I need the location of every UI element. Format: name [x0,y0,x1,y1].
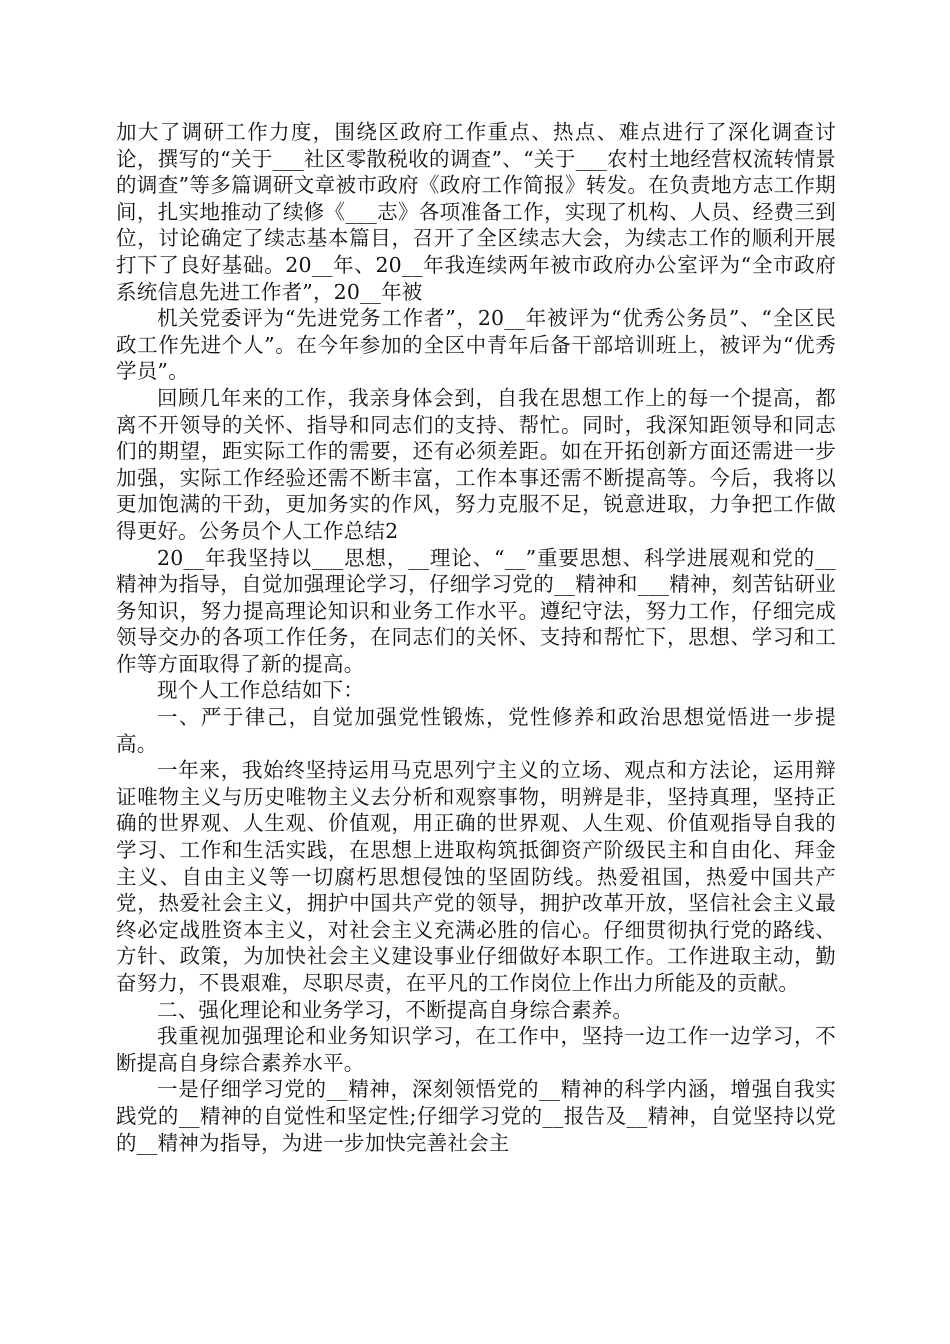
paragraph-summary-intro: 现个人工作总结如下： [157,678,364,703]
paragraph-learning: 我重视加强理论和业务知识学习，在工作中，坚持一边工作一边学习，不断提高自身综合素养水平。 [116,1024,836,1075]
paragraph-point-one: 一是仔细学习党的__精神，深刻领悟党的__精神的科学内涵，增强自我实践党的__精神的自觉性和坚定性;仔细学习党的__报告及__精神，自觉坚持以党的__精神为指导，为进一步加快完善社会主 [116,1077,836,1155]
paragraph-political-thought: 一年来，我始终坚持运用马克思列宁主义的立场、观点和方法论，运用辩证唯物主义与历史唯物主义去分析和观察事物，明辨是非，坚持真理，坚持正确的世界观、人生观、价值观，用正确的世界观、人生观、价值观指导自我的学习、工作和生活实践，在思想上进取构筑抵御资产阶级民主和自由化、拜金主义、自由主义等一切腐朽思想侵蚀的坚固防线。热爱祖国，热爱中国共产党，热爱社会主义，拥护中国共产党的领导，拥护改革开放，坚信社会主义最终必定战胜资本主义，对社会主义充满必胜的信心。仔细贯彻执行党的路线、方针、政策，为加快社会主义建设事业仔细做好本职工作。工作进取主动，勤奋努力，不畏艰难，尽职尽责，在平凡的工作岗位上作出力所能及的贡献。 [116,758,836,995]
paragraph-review: 回顾几年来的工作，我亲身体会到，自我在思想工作上的每一个提高，都离不开领导的关怀、指导和同志们的支持、帮忙。同时，我深知距领导和同志们的期望，距实际工作的需要，还有必须差距。如在开拓创新方面还需进一步加强，实际工作经验还需不断丰富，工作本事还需不断提高等。今后，我将以更加饱满的干劲，更加务实的作风，努力克服不足，锐意进取，力争把工作做得更好。公务员个人工作总结2 [116,385,836,543]
section-heading-2: 二、强化理论和业务学习，不断提高自身综合素养。 [157,997,634,1022]
paragraph-theory-study: 20__年我坚持以___思想，__理论、“__”重要思想、科学进展观和党的__精神为指导，自觉加强理论学习，仔细学习党的__精神和___精神，刻苦钻研业务知识，努力提高理论知识和业务工作水平。遵纪守法，努力工作，仔细完成领导交办的各项工作任务，在同志们的关怀、支持和帮忙下，思想、学习和工作等方面取得了新的提高。 [116,545,836,676]
paragraph-research-work: 加大了调研工作力度，围绕区政府工作重点、热点、难点进行了深化调查讨论，撰写的“关于___社区零散税收的调查”、“关于___农村土地经营权流转情景的调查”等多篇调研文章被市政府《政府工作简报》转发。在负责地方志工作期间，扎实地推动了续修《___志》各项准备工作，实现了机构、人员、经费三到位，讨论确定了续志基本篇目，召开了全区续志大会，为续志工作的顺利开展打下了良好基础。20__年、20__年我连续两年被市政府办公室评为“全市政府系统信息先进工作者”，20__年被 [116,120,836,304]
section-heading-1: 一、严于律己，自觉加强党性锻炼，党性修养和政治思想觉悟进一步提高。 [116,705,836,756]
paragraph-party-honors: 机关党委评为“先进党务工作者”，20__年被评为“优秀公务员”、“全区民政工作先进个人”。在今年参加的全区中青年后备干部培训班上，被评为“优秀学员”。 [116,306,836,384]
document-page [116,119,836,1156]
